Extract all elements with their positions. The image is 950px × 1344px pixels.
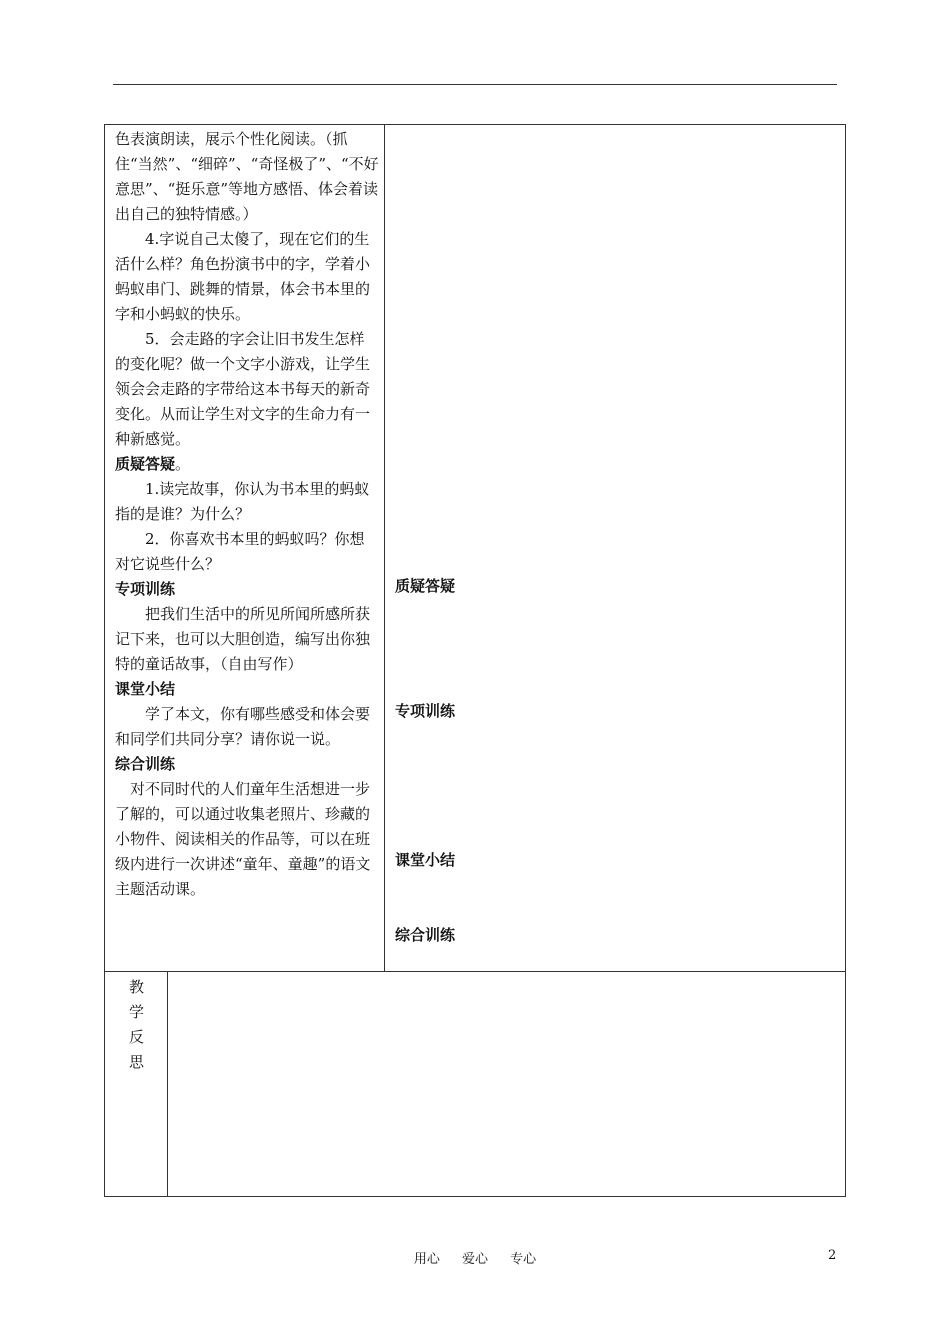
section-heading	[115, 452, 379, 477]
right-heading-class-summary: 课堂小结	[395, 851, 456, 869]
body-paragraph: 色表演朗读，展示个性化阅读。（抓住“当然”、“细碎”、“奇怪极了”、“不好意思”、“挺乐意”等地方感悟、体会着读出自己的独特情感。）	[115, 130, 379, 223]
right-heading-comprehensive-training: 综合训练	[395, 926, 456, 944]
reflection-label	[105, 975, 168, 1075]
section-heading	[115, 577, 379, 602]
body-paragraph: 对不同时代的人们童年生活想进一步了解的，可以通过收集老照片、珍藏的小物件、阅读相关的作品等，可以在班级内进行一次讲述“童年、童趣”的语文主题活动课。	[115, 780, 371, 898]
lesson-plan-table	[104, 124, 846, 972]
reflection-label-char: 学	[128, 1003, 144, 1021]
reflection-label-char: 教	[128, 978, 144, 996]
footer-motto	[0, 1248, 950, 1267]
section-heading	[115, 752, 379, 777]
body-paragraph: 把我们生活中的所见所闻所感所获记下来，也可以大胆创造，编写出你独特的童话故事，（自由写作）	[115, 605, 371, 673]
section-heading	[115, 677, 379, 702]
section-heading-text: 综合训练	[115, 755, 176, 773]
section-heading-text: 质疑答疑	[115, 455, 176, 473]
reflection-label-cell	[105, 972, 168, 1196]
footer-word: 爱心	[461, 1252, 488, 1267]
footer-word: 用心	[413, 1252, 440, 1267]
student-activity-column	[385, 125, 845, 971]
teacher-activity-column	[105, 125, 385, 971]
right-heading-special-training: 专项训练	[395, 702, 456, 720]
page-number: 2	[828, 1248, 837, 1263]
header-rule	[113, 84, 837, 85]
reflection-label-char: 反	[128, 1028, 144, 1046]
right-heading-questions: 质疑答疑	[395, 577, 456, 595]
section-heading-text: 课堂小结	[115, 680, 176, 698]
footer-word: 专心	[510, 1252, 537, 1267]
teacher-activity-text	[115, 127, 379, 902]
section-heading-text: 专项训练	[115, 580, 176, 598]
teaching-reflection-table	[104, 971, 846, 1197]
body-paragraph: 5．会走路的字会让旧书发生怎样的变化呢？做一个文字小游戏，让学生领会会走路的字带给这本书每天的新奇变化。从而让学生对文字的生命力有一种新感觉。	[115, 330, 371, 448]
body-paragraph: 1.读完故事，你认为书本里的蚂蚁指的是谁？为什么？	[115, 480, 370, 523]
reflection-label-char: 思	[128, 1053, 144, 1071]
body-paragraph: 学了本文，你有哪些感受和体会要和同学们共同分享？请你说一说。	[115, 705, 371, 748]
body-paragraph: 2．你喜欢书本里的蚂蚁吗？你想对它说些什么？	[115, 530, 365, 573]
body-paragraph: 4.字说自己太傻了，现在它们的生活什么样？角色扮演书中的字，学着小蚂蚁串门、跳舞的情景，体会书本里的字和小蚂蚁的快乐。	[115, 230, 371, 323]
section-heading-punct: 。	[175, 455, 191, 473]
